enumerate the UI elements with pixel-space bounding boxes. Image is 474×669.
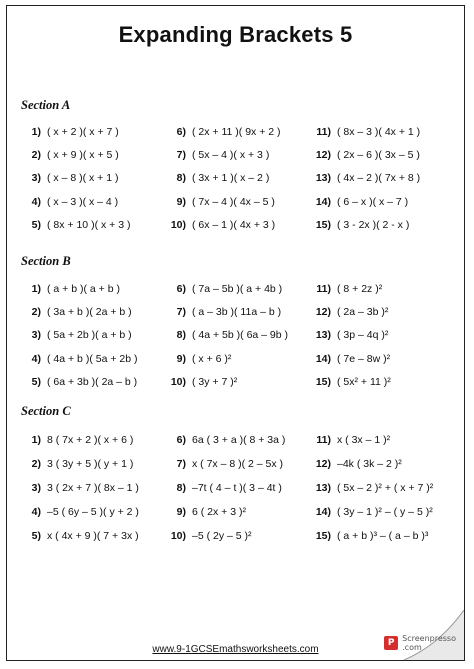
problem-number: 7) xyxy=(176,149,186,162)
problem-expression: ( 6a + 3b )( 2a – b ) xyxy=(47,375,138,388)
problem-number: 10) xyxy=(170,218,186,231)
problem-number: 4) xyxy=(31,352,41,365)
problem-expression: 6 ( 2x + 3 )² xyxy=(192,506,246,518)
problem-number: 7) xyxy=(176,458,186,470)
problem-expression: ( 2a – 3b )² xyxy=(337,306,389,319)
problem-expression: ( 7a – 5b )( a + 4b ) xyxy=(192,283,283,295)
problem-item xyxy=(21,482,139,494)
problem-expression: ( 5a + 2b )( a + b ) xyxy=(47,329,132,342)
problem-item xyxy=(309,376,391,388)
problem-item xyxy=(166,306,281,318)
problem-item xyxy=(21,172,118,184)
problem-item xyxy=(166,172,269,184)
problem-item xyxy=(309,219,409,231)
problem-number: 1) xyxy=(31,283,41,295)
problem-item xyxy=(166,506,246,518)
problem-number: 7) xyxy=(176,306,186,319)
problem-expression: ( 4a + b )( 5a + 2b ) xyxy=(47,352,138,365)
screenpresso-logo-icon: P xyxy=(384,636,398,650)
problem-item xyxy=(21,219,130,231)
problem-item xyxy=(166,482,282,494)
section-title: Section B xyxy=(21,254,71,268)
problem-expression: 8 ( 7x + 2 )( x + 6 ) xyxy=(47,434,134,446)
problem-item xyxy=(21,506,139,518)
problem-expression: ( x – 3 )( x – 4 ) xyxy=(47,195,119,208)
problem-expression: x ( 3x – 1 )² xyxy=(337,434,391,446)
problem-item xyxy=(21,353,137,365)
problem-item xyxy=(309,196,408,208)
problem-number: 8) xyxy=(176,329,186,342)
problem-item xyxy=(309,329,388,341)
problem-number: 11) xyxy=(316,434,331,446)
problem-expression: ( a – 3b )( 11a – b ) xyxy=(192,306,282,319)
problem-expression: ( 8x + 10 )( x + 3 ) xyxy=(47,218,131,231)
watermark xyxy=(384,634,456,652)
problem-number: 6) xyxy=(176,434,186,446)
page-title: Expanding Brackets 5 xyxy=(118,22,353,47)
problem-expression: ( 3x + 1 )( x – 2 ) xyxy=(192,172,270,185)
problem-number: 12) xyxy=(315,458,331,470)
problem-number: 3) xyxy=(31,482,41,494)
problem-expression: ( 3y + 7 )² xyxy=(192,375,238,388)
problem-item xyxy=(166,376,237,388)
problem-number: 13) xyxy=(315,482,331,494)
problem-item xyxy=(166,196,275,208)
problem-expression: ( 4x – 2 )( 7x + 8 ) xyxy=(337,172,421,185)
problem-item xyxy=(309,172,420,184)
watermark-line2: .com xyxy=(402,643,422,652)
problem-expression: x ( 7x – 8 )( 2 – 5x ) xyxy=(192,458,284,470)
problem-expression: 3 ( 3y + 5 )( y + 1 ) xyxy=(47,458,134,470)
problem-item xyxy=(21,196,118,208)
problem-number: 12) xyxy=(315,149,331,162)
problem-item xyxy=(21,126,119,138)
problem-item xyxy=(166,434,285,446)
problem-number: 9) xyxy=(176,352,186,365)
problem-number: 10) xyxy=(170,530,186,542)
watermark-text xyxy=(402,634,456,652)
problem-item xyxy=(21,376,137,388)
problem-expression: ( a + b )( a + b ) xyxy=(47,283,120,295)
problem-number: 8) xyxy=(176,172,186,185)
problem-item xyxy=(166,283,282,295)
footer-link[interactable]: www.9-1GCSEmathsworksheets.com xyxy=(152,644,319,655)
problem-expression: ( 6 – x )( x – 7 ) xyxy=(337,195,409,208)
problem-expression: ( a + b )³ – ( a – b )³ xyxy=(337,530,429,542)
problem-item xyxy=(309,149,420,161)
problem-item xyxy=(21,458,133,470)
problem-item xyxy=(21,149,119,161)
problem-item xyxy=(309,482,433,494)
problem-expression: ( 5x – 2 )² + ( x + 7 )² xyxy=(337,482,434,494)
problem-expression: ( 4a + 5b )( 6a – 9b ) xyxy=(192,329,289,342)
problem-expression: 3 ( 2x + 7 )( 8x – 1 ) xyxy=(47,482,139,494)
problem-expression: ( 3a + b )( 2a + b ) xyxy=(47,306,132,319)
problem-expression: ( x + 9 )( x + 5 ) xyxy=(47,149,119,162)
problem-expression: ( x + 2 )( x + 7 ) xyxy=(47,126,119,138)
problem-item xyxy=(21,530,139,542)
problem-expression: x ( 4x + 9 )( 7 + 3x ) xyxy=(47,530,139,542)
problem-expression: ( 8x – 3 )( 4x + 1 ) xyxy=(337,126,421,138)
section-title: Section C xyxy=(21,404,71,418)
problem-item xyxy=(166,149,269,161)
problem-item xyxy=(309,458,402,470)
problem-item xyxy=(21,306,132,318)
problem-item xyxy=(166,329,288,341)
problem-item xyxy=(309,353,390,365)
problem-number: 14) xyxy=(315,195,331,208)
problem-item xyxy=(309,434,390,446)
problem-expression: ( 2x – 6 )( 3x – 5 ) xyxy=(337,149,420,162)
problem-number: 3) xyxy=(31,172,41,185)
problem-expression: –5 ( 2y – 5 )² xyxy=(192,530,252,542)
problem-expression: ( 5x – 4 )( x + 3 ) xyxy=(192,149,270,162)
problem-item xyxy=(309,283,382,295)
problem-expression: ( 2x + 11 )( 9x + 2 ) xyxy=(192,126,281,138)
problem-expression: ( 3 - 2x )( 2 - x ) xyxy=(337,218,410,231)
problem-expression: ( 7x – 4 )( 4x – 5 ) xyxy=(192,195,275,208)
problem-number: 1) xyxy=(31,434,41,446)
problem-number: 1) xyxy=(31,126,41,138)
problem-number: 11) xyxy=(316,283,331,295)
problem-number: 14) xyxy=(315,506,331,518)
problem-expression: 6a ( 3 + a )( 8 + 3a ) xyxy=(192,434,286,446)
watermark-line1: Screenpresso xyxy=(402,634,456,643)
problem-number: 4) xyxy=(31,506,41,518)
problem-item xyxy=(166,458,283,470)
problem-item xyxy=(21,283,120,295)
section-title: Section A xyxy=(21,98,71,112)
problem-expression: –4k ( 3k – 2 )² xyxy=(337,458,402,470)
problem-number: 5) xyxy=(31,375,41,388)
problem-number: 9) xyxy=(176,506,186,518)
problem-number: 2) xyxy=(31,149,41,162)
problem-expression: ( 6x – 1 )( 4x + 3 ) xyxy=(192,218,276,231)
problem-number: 6) xyxy=(176,126,186,138)
problem-item xyxy=(166,353,231,365)
problem-number: 3) xyxy=(31,329,41,342)
problem-item xyxy=(309,530,428,542)
problem-expression: ( x + 6 )² xyxy=(192,352,232,365)
problem-expression: ( 7e – 8w )² xyxy=(337,352,391,365)
problem-item xyxy=(166,530,252,542)
problem-item xyxy=(21,434,133,446)
worksheet-page xyxy=(6,5,465,661)
problem-expression: ( 5x² + 11 )² xyxy=(337,375,391,388)
problem-number: 15) xyxy=(315,375,331,388)
problem-number: 15) xyxy=(315,530,331,542)
problem-number: 2) xyxy=(31,306,41,319)
problem-number: 5) xyxy=(31,530,41,542)
problem-number: 2) xyxy=(31,458,41,470)
problem-item xyxy=(21,329,132,341)
problem-number: 15) xyxy=(315,218,331,231)
problem-expression: ( x – 8 )( x + 1 ) xyxy=(47,172,119,185)
problem-number: 14) xyxy=(315,352,331,365)
problem-expression: –7t ( 4 – t )( 3 – 4t ) xyxy=(192,482,282,494)
problem-expression: ( 3y – 1 )² – ( y – 5 )² xyxy=(337,506,433,518)
problem-number: 13) xyxy=(315,172,331,185)
problem-expression: –5 ( 6y – 5 )( y + 2 ) xyxy=(47,506,139,518)
problem-item xyxy=(309,126,420,138)
problem-item xyxy=(166,126,281,138)
problem-number: 8) xyxy=(176,482,186,494)
problem-number: 9) xyxy=(176,195,186,208)
problem-number: 6) xyxy=(176,283,186,295)
problem-number: 11) xyxy=(316,126,331,138)
problem-expression: ( 3p – 4q )² xyxy=(337,329,389,342)
problem-number: 5) xyxy=(31,218,41,231)
problem-number: 13) xyxy=(315,329,331,342)
problem-number: 12) xyxy=(315,306,331,319)
problem-number: 4) xyxy=(31,195,41,208)
problem-number: 10) xyxy=(170,375,186,388)
problem-item xyxy=(166,219,275,231)
problem-item xyxy=(309,506,433,518)
problem-expression: ( 8 + 2z )² xyxy=(337,283,383,295)
problem-item xyxy=(309,306,388,318)
